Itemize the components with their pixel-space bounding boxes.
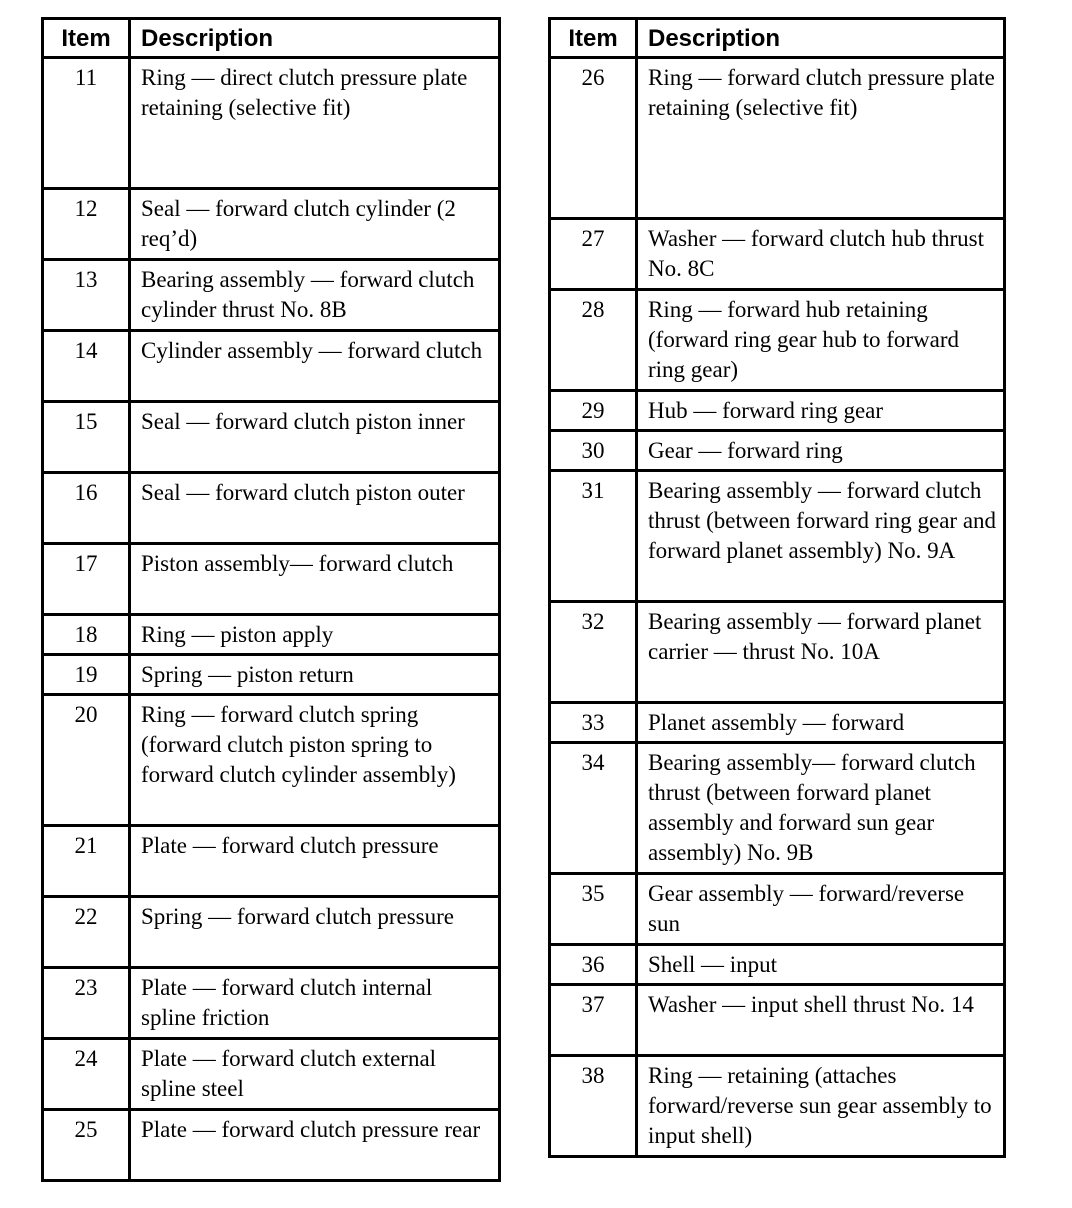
item-description: Ring — forward clutch spring (forward clutch piston spring to forward clutch cylinder assembly) [130, 695, 500, 826]
item-description: Bearing assembly— forward clutch thrust (between forward planet assembly and forward sun gear assembly) No. 9B [637, 743, 1005, 874]
item-description: Ring — forward clutch pressure plate retaining (selective fit) [637, 58, 1005, 219]
table-row [43, 695, 500, 826]
item-description: Bearing assembly — forward planet carrier — thrust No. 10A [637, 602, 1005, 703]
table-row [43, 260, 500, 331]
table-row [43, 897, 500, 968]
table-row [550, 743, 1005, 874]
item-description: Washer — forward clutch hub thrust No. 8C [637, 219, 1005, 290]
item-number: 25 [43, 1110, 130, 1181]
table-row [550, 602, 1005, 703]
item-number: 12 [43, 189, 130, 260]
item-number: 34 [550, 743, 637, 874]
item-number: 20 [43, 695, 130, 826]
item-number: 19 [43, 655, 130, 695]
item-description: Washer — input shell thrust No. 14 [637, 985, 1005, 1056]
table-row [43, 1039, 500, 1110]
item-description: Bearing assembly — forward clutch cylinder thrust No. 8B [130, 260, 500, 331]
table-row [43, 968, 500, 1039]
item-description: Planet assembly — forward [637, 703, 1005, 743]
item-description: Seal — forward clutch cylinder (2 req’d) [130, 189, 500, 260]
item-description: Seal — forward clutch piston inner [130, 402, 500, 473]
item-description: Shell — input [637, 945, 1005, 985]
table-row [550, 290, 1005, 391]
item-number: 32 [550, 602, 637, 703]
parts-table-left [41, 17, 501, 1182]
item-number: 26 [550, 58, 637, 219]
item-description: Plate — forward clutch pressure [130, 826, 500, 897]
parts-table-right [548, 17, 1006, 1158]
item-number: 35 [550, 874, 637, 945]
item-description: Ring — piston apply [130, 615, 500, 655]
table-row [550, 471, 1005, 602]
table-row [550, 703, 1005, 743]
item-description: Plate — forward clutch internal spline friction [130, 968, 500, 1039]
item-description: Ring — forward hub retaining (forward ring gear hub to forward ring gear) [637, 290, 1005, 391]
item-description: Ring — direct clutch pressure plate retaining (selective fit) [130, 58, 500, 189]
table-header-row [43, 19, 500, 58]
item-number: 22 [43, 897, 130, 968]
item-description: Piston assembly— forward clutch [130, 544, 500, 615]
table-row [43, 331, 500, 402]
item-description: Seal — forward clutch piston outer [130, 473, 500, 544]
item-number: 29 [550, 391, 637, 431]
item-description: Hub — forward ring gear [637, 391, 1005, 431]
item-number: 18 [43, 615, 130, 655]
table-row [43, 1110, 500, 1181]
table-row [550, 431, 1005, 471]
item-description: Plate — forward clutch external spline steel [130, 1039, 500, 1110]
item-description: Spring — piston return [130, 655, 500, 695]
item-number: 27 [550, 219, 637, 290]
item-number: 38 [550, 1056, 637, 1157]
item-description: Gear — forward ring [637, 431, 1005, 471]
table-row [43, 655, 500, 695]
table-row [550, 985, 1005, 1056]
item-number: 11 [43, 58, 130, 189]
item-description: Gear assembly — forward/reverse sun [637, 874, 1005, 945]
column-header-item: Item [43, 19, 130, 58]
item-number: 21 [43, 826, 130, 897]
table-row [43, 544, 500, 615]
item-description: Cylinder assembly — forward clutch [130, 331, 500, 402]
item-number: 30 [550, 431, 637, 471]
item-number: 31 [550, 471, 637, 602]
item-number: 17 [43, 544, 130, 615]
item-number: 15 [43, 402, 130, 473]
item-number: 28 [550, 290, 637, 391]
table-row [43, 615, 500, 655]
item-number: 36 [550, 945, 637, 985]
table-row [550, 58, 1005, 219]
item-number: 23 [43, 968, 130, 1039]
item-number: 37 [550, 985, 637, 1056]
item-number: 14 [43, 331, 130, 402]
column-header-item: Item [550, 19, 637, 58]
table-row [550, 945, 1005, 985]
column-header-description: Description [637, 19, 1005, 58]
item-number: 24 [43, 1039, 130, 1110]
table-row [43, 189, 500, 260]
table-header-row [550, 19, 1005, 58]
table-row [550, 874, 1005, 945]
column-header-description: Description [130, 19, 500, 58]
item-number: 16 [43, 473, 130, 544]
table-row [550, 1056, 1005, 1157]
item-description: Ring — retaining (attaches forward/reverse sun gear assembly to input shell) [637, 1056, 1005, 1157]
table-row [550, 219, 1005, 290]
item-description: Plate — forward clutch pressure rear [130, 1110, 500, 1181]
table-row [43, 58, 500, 189]
table-row [43, 473, 500, 544]
item-number: 13 [43, 260, 130, 331]
item-number: 33 [550, 703, 637, 743]
item-description: Bearing assembly — forward clutch thrust (between forward ring gear and forward planet assembly) No. 9A [637, 471, 1005, 602]
table-row [550, 391, 1005, 431]
item-description: Spring — forward clutch pressure [130, 897, 500, 968]
table-row [43, 402, 500, 473]
table-row [43, 826, 500, 897]
